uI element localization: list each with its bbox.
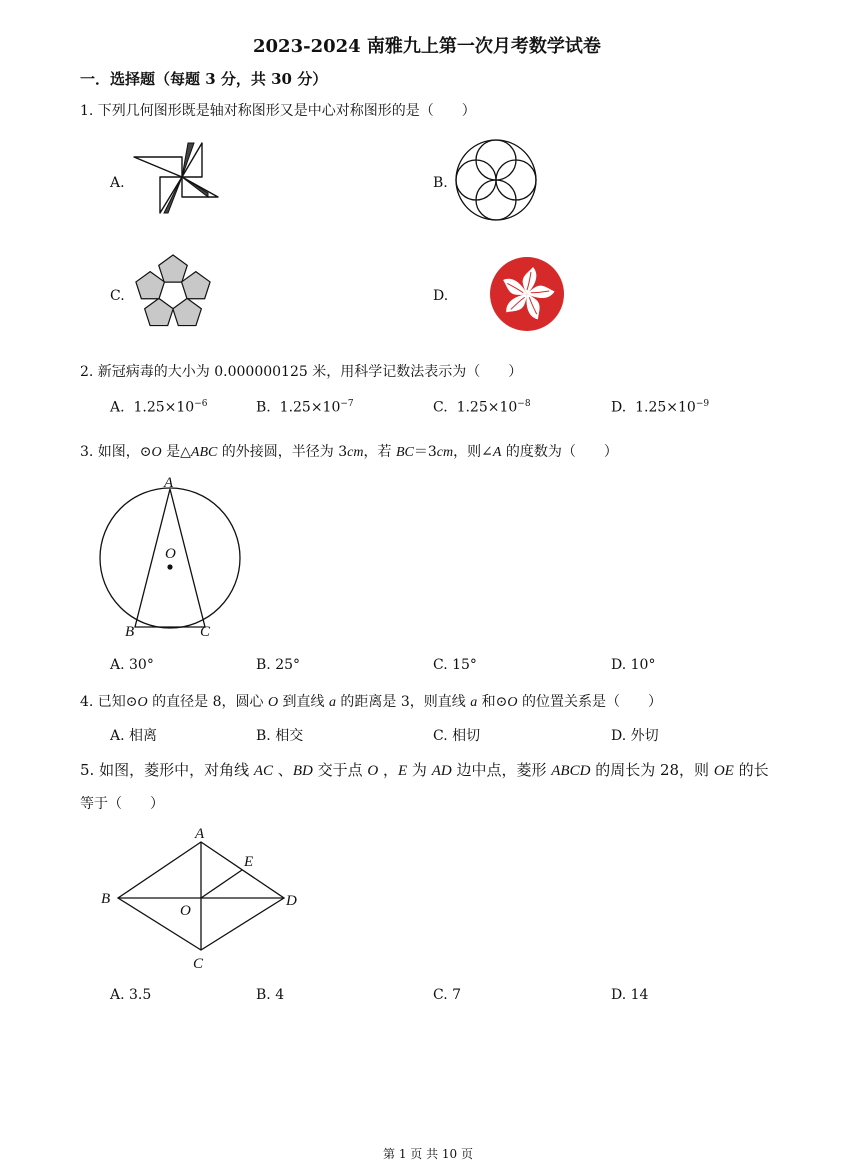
label-c: C bbox=[193, 956, 204, 972]
pentagon-shape bbox=[159, 255, 188, 282]
q1-option-d-label: D. bbox=[433, 288, 449, 304]
pentagon-shape bbox=[173, 298, 202, 325]
q1-option-b-label: B. bbox=[433, 175, 448, 191]
question-5-text-line2: 等于（ ） bbox=[80, 796, 164, 812]
q5-option-a[interactable]: A. 3.5 bbox=[110, 987, 152, 1003]
option-value: 1.25×10 bbox=[635, 399, 696, 416]
page-footer: 第 1 页 共 10 页 bbox=[383, 1147, 473, 1161]
label-c: C bbox=[200, 624, 211, 640]
option-label: C. bbox=[433, 399, 448, 416]
pentagon-shape bbox=[145, 298, 174, 325]
q5-option-b[interactable]: B. 4 bbox=[256, 987, 285, 1003]
segment-oe bbox=[201, 870, 242, 898]
pentagon-shape bbox=[182, 272, 211, 299]
pinwheel-icon bbox=[132, 135, 232, 215]
option-value: 1.25×10 bbox=[279, 399, 341, 416]
center-point bbox=[167, 564, 172, 569]
four-circle-flower-icon bbox=[454, 138, 538, 222]
option-value: 1.25×10 bbox=[456, 399, 518, 416]
pentagon-ring-icon bbox=[129, 252, 217, 336]
q4-option-c[interactable]: C. 相切 bbox=[433, 728, 481, 744]
q5-option-c[interactable]: C. 7 bbox=[433, 987, 462, 1003]
q4-option-d[interactable]: D. 外切 bbox=[611, 728, 659, 744]
label-a: A bbox=[195, 826, 205, 842]
label-o: O bbox=[180, 903, 191, 919]
label-b: B bbox=[101, 891, 111, 907]
option-exponent: −9 bbox=[695, 399, 710, 409]
option-label: B. bbox=[256, 399, 271, 416]
option-label: D. bbox=[611, 399, 627, 416]
option-exponent: −6 bbox=[194, 399, 208, 409]
circumcircle-diagram bbox=[90, 472, 250, 642]
question-3-text: 3. 如图，⊙O 是△ABC 的外接圆，半径为 3cm，若 BC＝3cm，则∠A 的度数为（ ） bbox=[80, 444, 618, 460]
q3-option-b[interactable]: B. 25° bbox=[256, 657, 301, 673]
question-5-text-line1: 5. 如图，菱形中，对角线 AC 、BD 交于点 O ，E 为 AD 边中点，菱形 ABCD 的周长为 28，则 OE 的长 bbox=[80, 761, 769, 779]
q3-option-c[interactable]: C. 15° bbox=[433, 657, 477, 673]
option-exponent: −8 bbox=[517, 399, 531, 409]
q1-option-a-label: A. bbox=[110, 175, 125, 191]
question-1-text: 1. 下列几何图形既是轴对称图形又是中心对称图形的是（ ） bbox=[80, 103, 476, 119]
section-heading: 一．选择题（每题 3 分，共 30 分） bbox=[80, 70, 328, 88]
label-o: O bbox=[165, 546, 176, 562]
label-a: A bbox=[164, 475, 174, 491]
q4-option-a[interactable]: A. 相离 bbox=[110, 728, 158, 744]
bauhinia-flag-icon bbox=[489, 256, 565, 332]
option-label: A. bbox=[110, 399, 125, 416]
option-value: 1.25×10 bbox=[133, 399, 195, 416]
label-d: D bbox=[286, 893, 297, 909]
label-e: E bbox=[244, 854, 254, 870]
q2-option-a[interactable] bbox=[110, 399, 207, 416]
q1-option-c-label: C. bbox=[110, 288, 125, 304]
q2-option-b[interactable] bbox=[256, 399, 354, 416]
pentagon-shape bbox=[136, 272, 165, 299]
option-exponent: −7 bbox=[340, 399, 354, 409]
label-b: B bbox=[125, 624, 135, 640]
q3-option-d[interactable]: D. 10° bbox=[611, 657, 656, 673]
q2-option-c[interactable] bbox=[433, 399, 531, 416]
q5-option-d[interactable]: D. 14 bbox=[611, 987, 649, 1003]
q4-option-b[interactable]: B. 相交 bbox=[256, 728, 304, 744]
q2-option-d[interactable] bbox=[611, 399, 709, 416]
q3-option-a[interactable]: A. 30° bbox=[110, 657, 154, 673]
question-2-text: 2. 新冠病毒的大小为 0.000000125 米，用科学记数法表示为（ ） bbox=[80, 364, 523, 380]
page-title: 2023-2024 南雅九上第一次月考数学试卷 bbox=[253, 36, 601, 57]
question-4-text: 4. 已知⊙O 的直径是 8，圆心 O 到直线 a 的距离是 3，则直线 a 和⊙O 的位置关系是（ ） bbox=[80, 694, 662, 710]
rhombus-diagram bbox=[98, 822, 308, 972]
